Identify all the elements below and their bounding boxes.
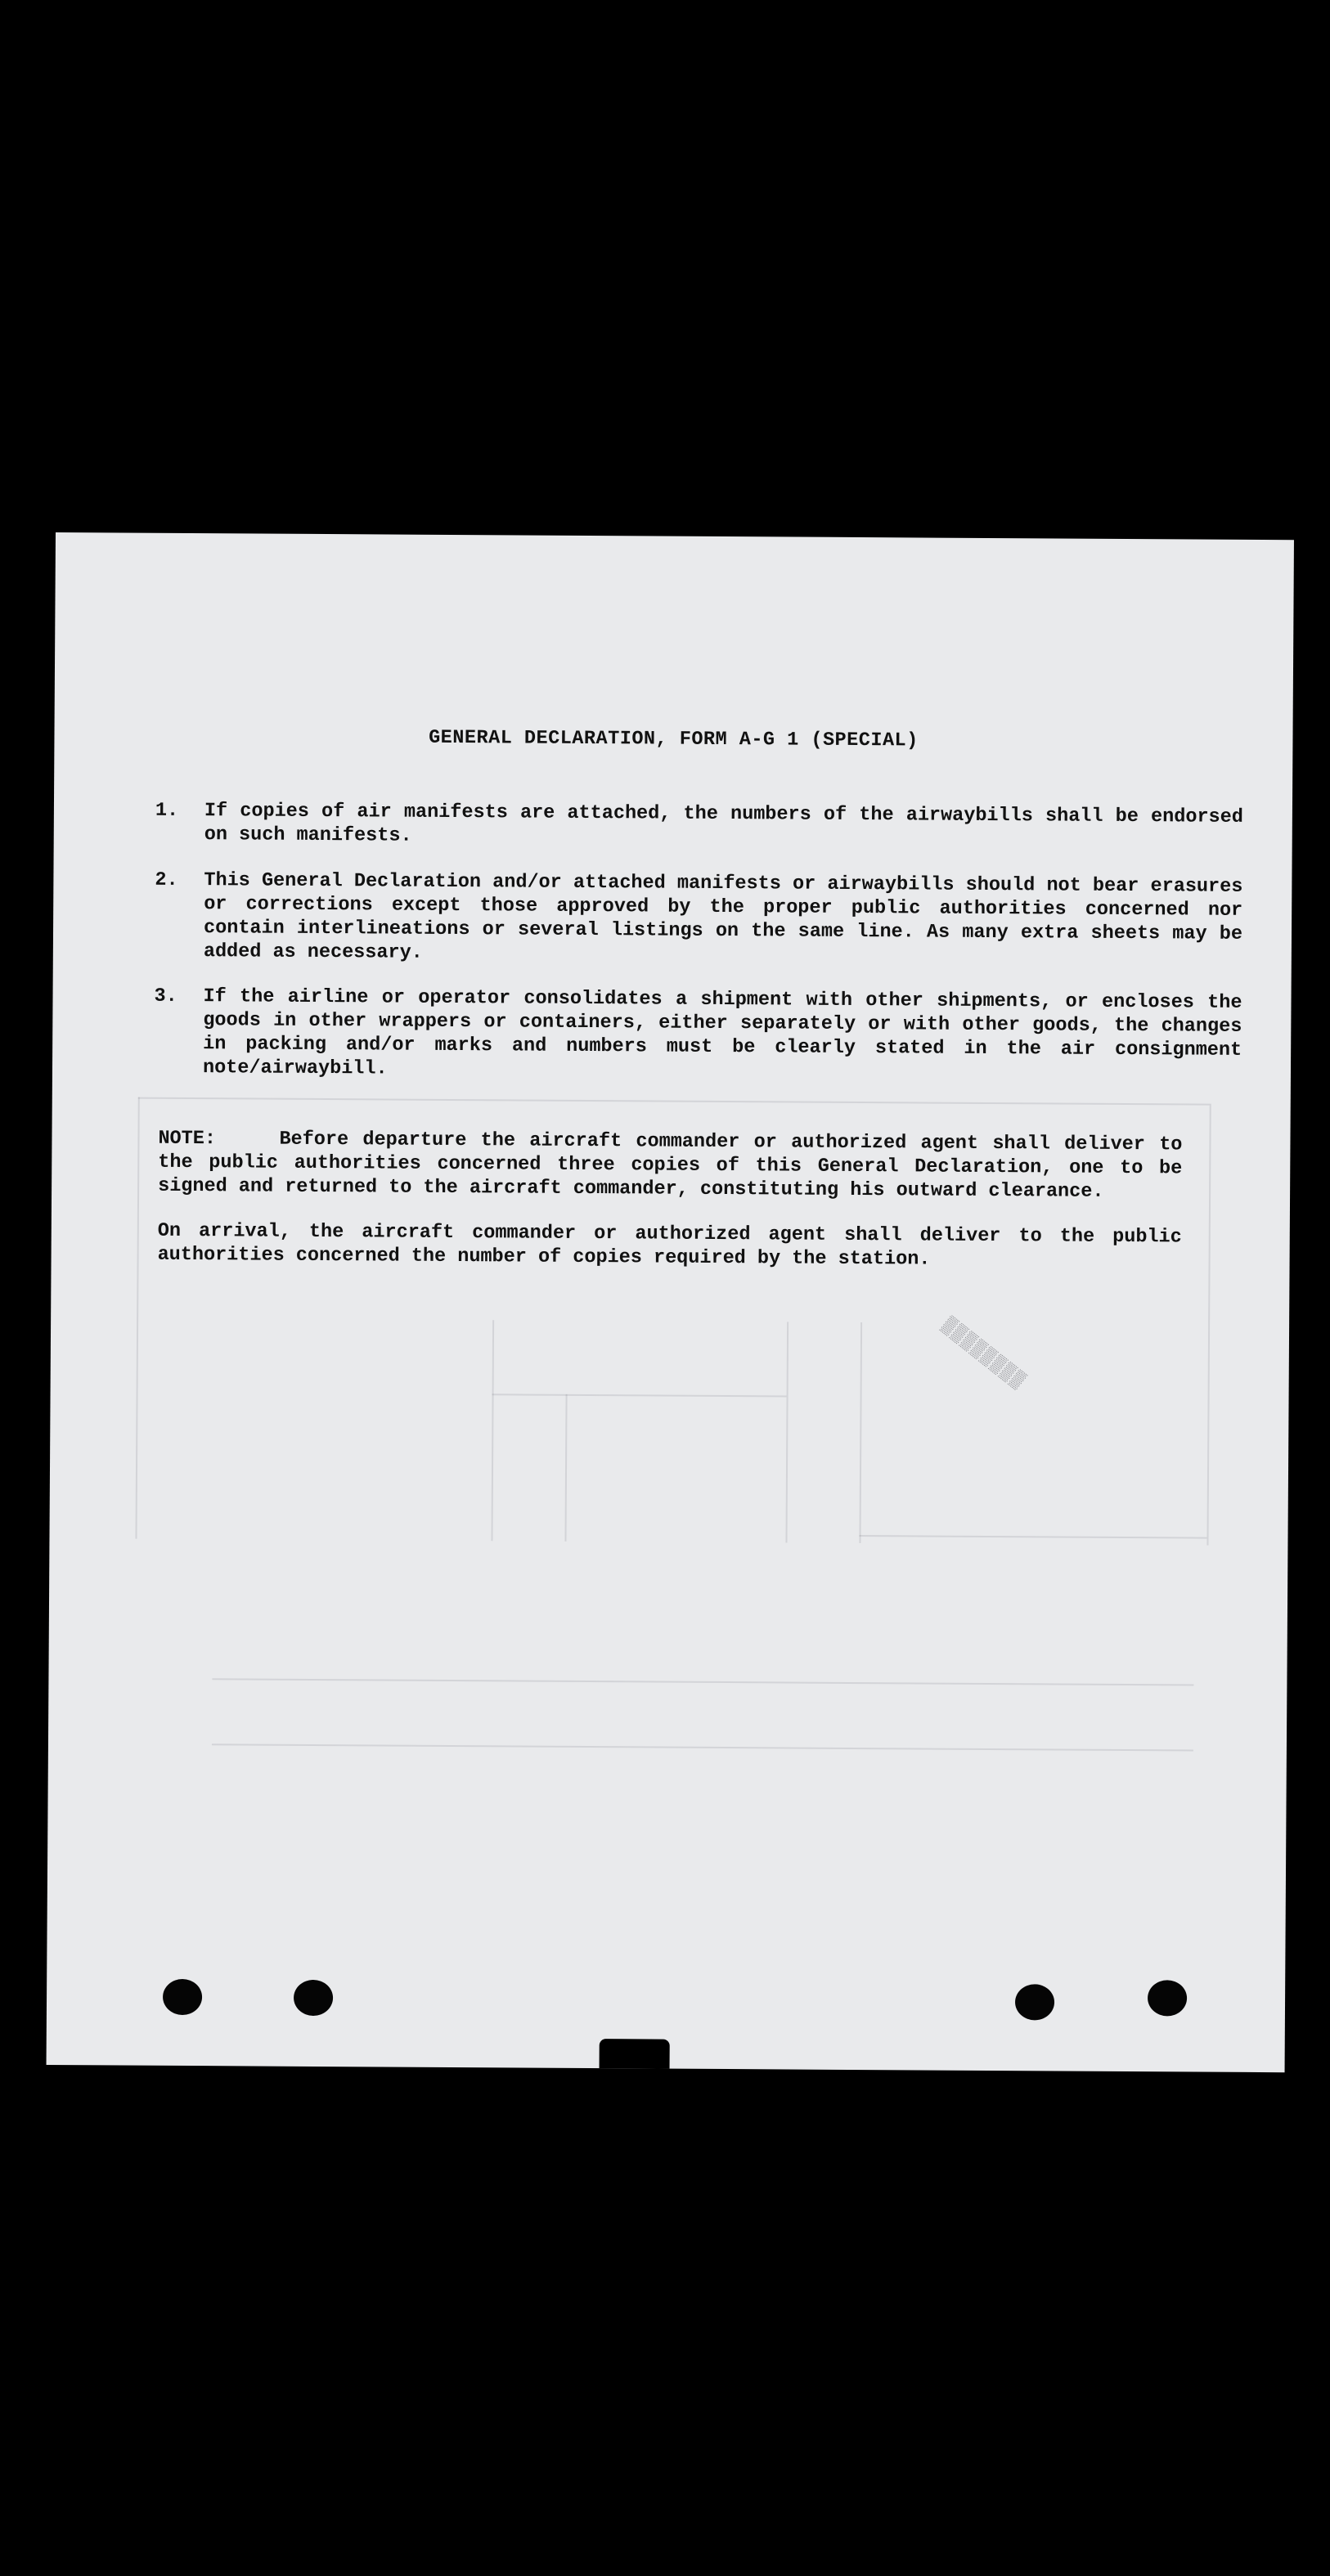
bleed-through-line bbox=[138, 1097, 1210, 1106]
punch-hole bbox=[163, 1979, 202, 2015]
page-title: GENERAL DECLARATION, FORM A-G 1 (SPECIAL) bbox=[429, 726, 919, 752]
bleed-through-line bbox=[135, 1097, 139, 1539]
punch-hole bbox=[294, 1980, 333, 2016]
item-number: 3. bbox=[154, 985, 177, 1008]
bleed-through-line bbox=[860, 1535, 1207, 1539]
note-text: Before departure the aircraft commander or authorized agent shall deliver to the public authorities concerned three copies of this General Declaration, one to be signed and returned to the aircraft commander, constituting his outward clearance. bbox=[158, 1128, 1183, 1203]
bleed-through-line bbox=[564, 1394, 567, 1542]
item-text: If the airline or operator consolidates a shipment with other shipments, or encloses the goods in other wrappers or containers, either separately or with other goods, the changes in packing and/or marks and numbers must be clearly stated in the air consignment note/airwaybill. bbox=[202, 985, 1242, 1080]
torn-edge-notch bbox=[599, 2039, 669, 2072]
faded-stamp-mark: ▒▒▒▒▒▒▒▒ bbox=[938, 1314, 1030, 1393]
bleed-through-line bbox=[212, 1744, 1193, 1751]
document-sheet bbox=[47, 532, 1294, 2072]
note-label: NOTE: bbox=[158, 1127, 217, 1151]
instruction-item-3 bbox=[154, 985, 1242, 1086]
punch-hole bbox=[1015, 1984, 1054, 2020]
bleed-through-line bbox=[492, 1393, 787, 1397]
note-paragraph bbox=[158, 1127, 1183, 1205]
item-text: If copies of air manifests are attached, the numbers of the airwaybills shall be endorsed on such manifests. bbox=[204, 800, 1243, 847]
instruction-item-1 bbox=[155, 799, 1243, 853]
note-section bbox=[157, 1127, 1182, 1295]
bleed-through-line bbox=[1206, 1104, 1211, 1546]
punch-hole bbox=[1148, 1980, 1187, 2016]
arrival-paragraph: On arrival, the aircraft commander or authorized agent shall deliver to the public authorities concerned the number of copies required by the station. bbox=[157, 1219, 1182, 1271]
bleed-through-line bbox=[859, 1322, 862, 1543]
instruction-item-2 bbox=[155, 868, 1243, 970]
bleed-through-line bbox=[491, 1320, 494, 1541]
item-number: 1. bbox=[155, 799, 179, 822]
bleed-through-line bbox=[785, 1322, 789, 1542]
bleed-through-line bbox=[212, 1678, 1193, 1685]
item-number: 2. bbox=[155, 868, 178, 891]
item-text: This General Declaration and/or attached manifests or airwaybills should not bear erasures or corrections except those approved by the proper public authorities concerned nor contain interlineations or several listings on the same line. As many extra sheets may be added as necessary. bbox=[203, 869, 1243, 964]
